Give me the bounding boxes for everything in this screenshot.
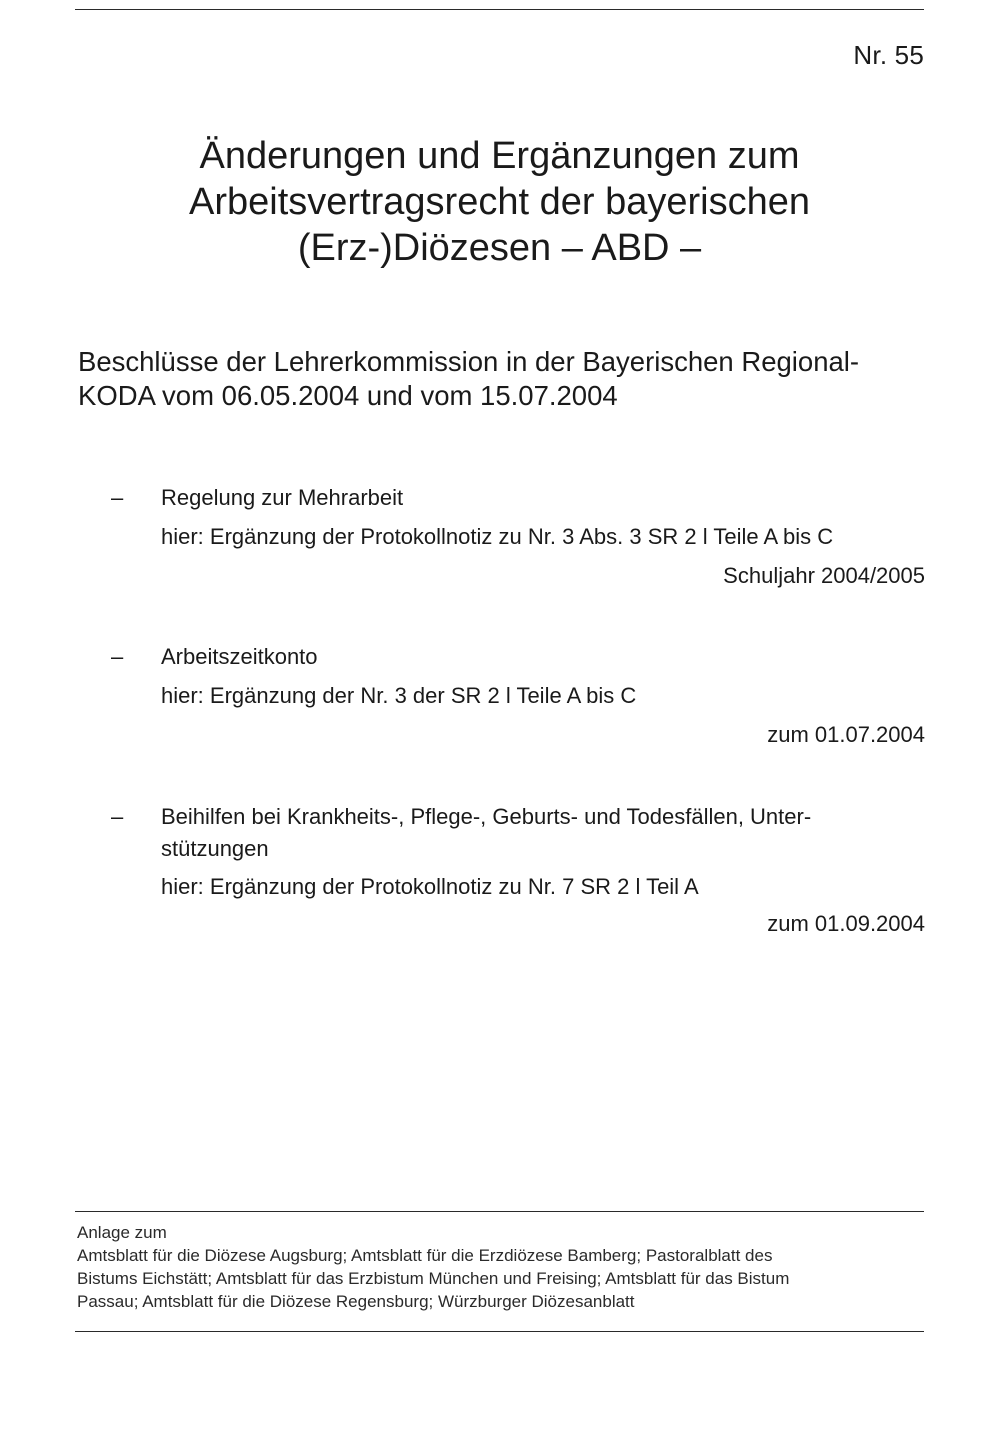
- item-reference: hier: Ergänzung der Nr. 3 der SR 2 l Teile A bis C: [161, 683, 637, 708]
- footer-line: Amtsblatt für die Diözese Augsburg; Amtsblatt für die Erzdiözese Bamberg; Pastoralblatt des: [77, 1246, 773, 1265]
- document-title: [75, 133, 924, 271]
- resolution-item-arbeitszeitkonto: [75, 641, 925, 751]
- footer-bottom-divider: [75, 1331, 924, 1332]
- footer-line: Anlage zum: [77, 1223, 167, 1242]
- top-divider: [75, 9, 924, 10]
- document-subtitle: [78, 345, 938, 413]
- item-title-continued: stützungen: [161, 836, 269, 861]
- item-title: Arbeitszeitkonto: [161, 644, 318, 669]
- footer-top-divider: [75, 1211, 924, 1212]
- title-line: (Erz-)Diözesen – ABD –: [297, 227, 702, 269]
- list-dash: –: [111, 644, 124, 669]
- item-effective-date: zum 01.09.2004: [767, 911, 925, 936]
- issue-number: Nr. 55: [853, 40, 924, 70]
- resolution-item-beihilfen: [75, 801, 925, 940]
- footer-line: Bistums Eichstätt; Amtsblatt für das Erzbistum München und Freising; Amtsblatt für das Bistum: [77, 1269, 790, 1288]
- item-title: Regelung zur Mehrarbeit: [161, 485, 404, 510]
- item-title: Beihilfen bei Krankheits-, Pflege-, Geburts- und Todesfällen, Unter-: [161, 804, 812, 829]
- item-reference: hier: Ergänzung der Protokollnotiz zu Nr. 3 Abs. 3 SR 2 l Teile A bis C: [161, 524, 834, 549]
- list-dash: –: [111, 804, 124, 829]
- subtitle-line: KODA vom 06.05.2004 und vom 15.07.2004: [78, 380, 618, 411]
- subtitle-line: Beschlüsse der Lehrerkommission in der Bayerischen Regional-: [78, 346, 860, 377]
- title-line: Arbeitsvertragsrecht der bayerischen: [189, 181, 810, 223]
- resolution-item-mehrarbeit: [75, 482, 925, 592]
- title-line: Änderungen und Ergänzungen zum: [199, 135, 800, 177]
- list-dash: –: [111, 485, 124, 510]
- item-reference: hier: Ergänzung der Protokollnotiz zu Nr. 7 SR 2 l Teil A: [161, 874, 699, 899]
- item-effective-date: zum 01.07.2004: [767, 722, 925, 747]
- item-effective-date: Schuljahr 2004/2005: [723, 563, 925, 588]
- publication-footer: [77, 1221, 927, 1313]
- footer-line: Passau; Amtsblatt für die Diözese Regensburg; Würzburger Diözesanblatt: [77, 1292, 635, 1311]
